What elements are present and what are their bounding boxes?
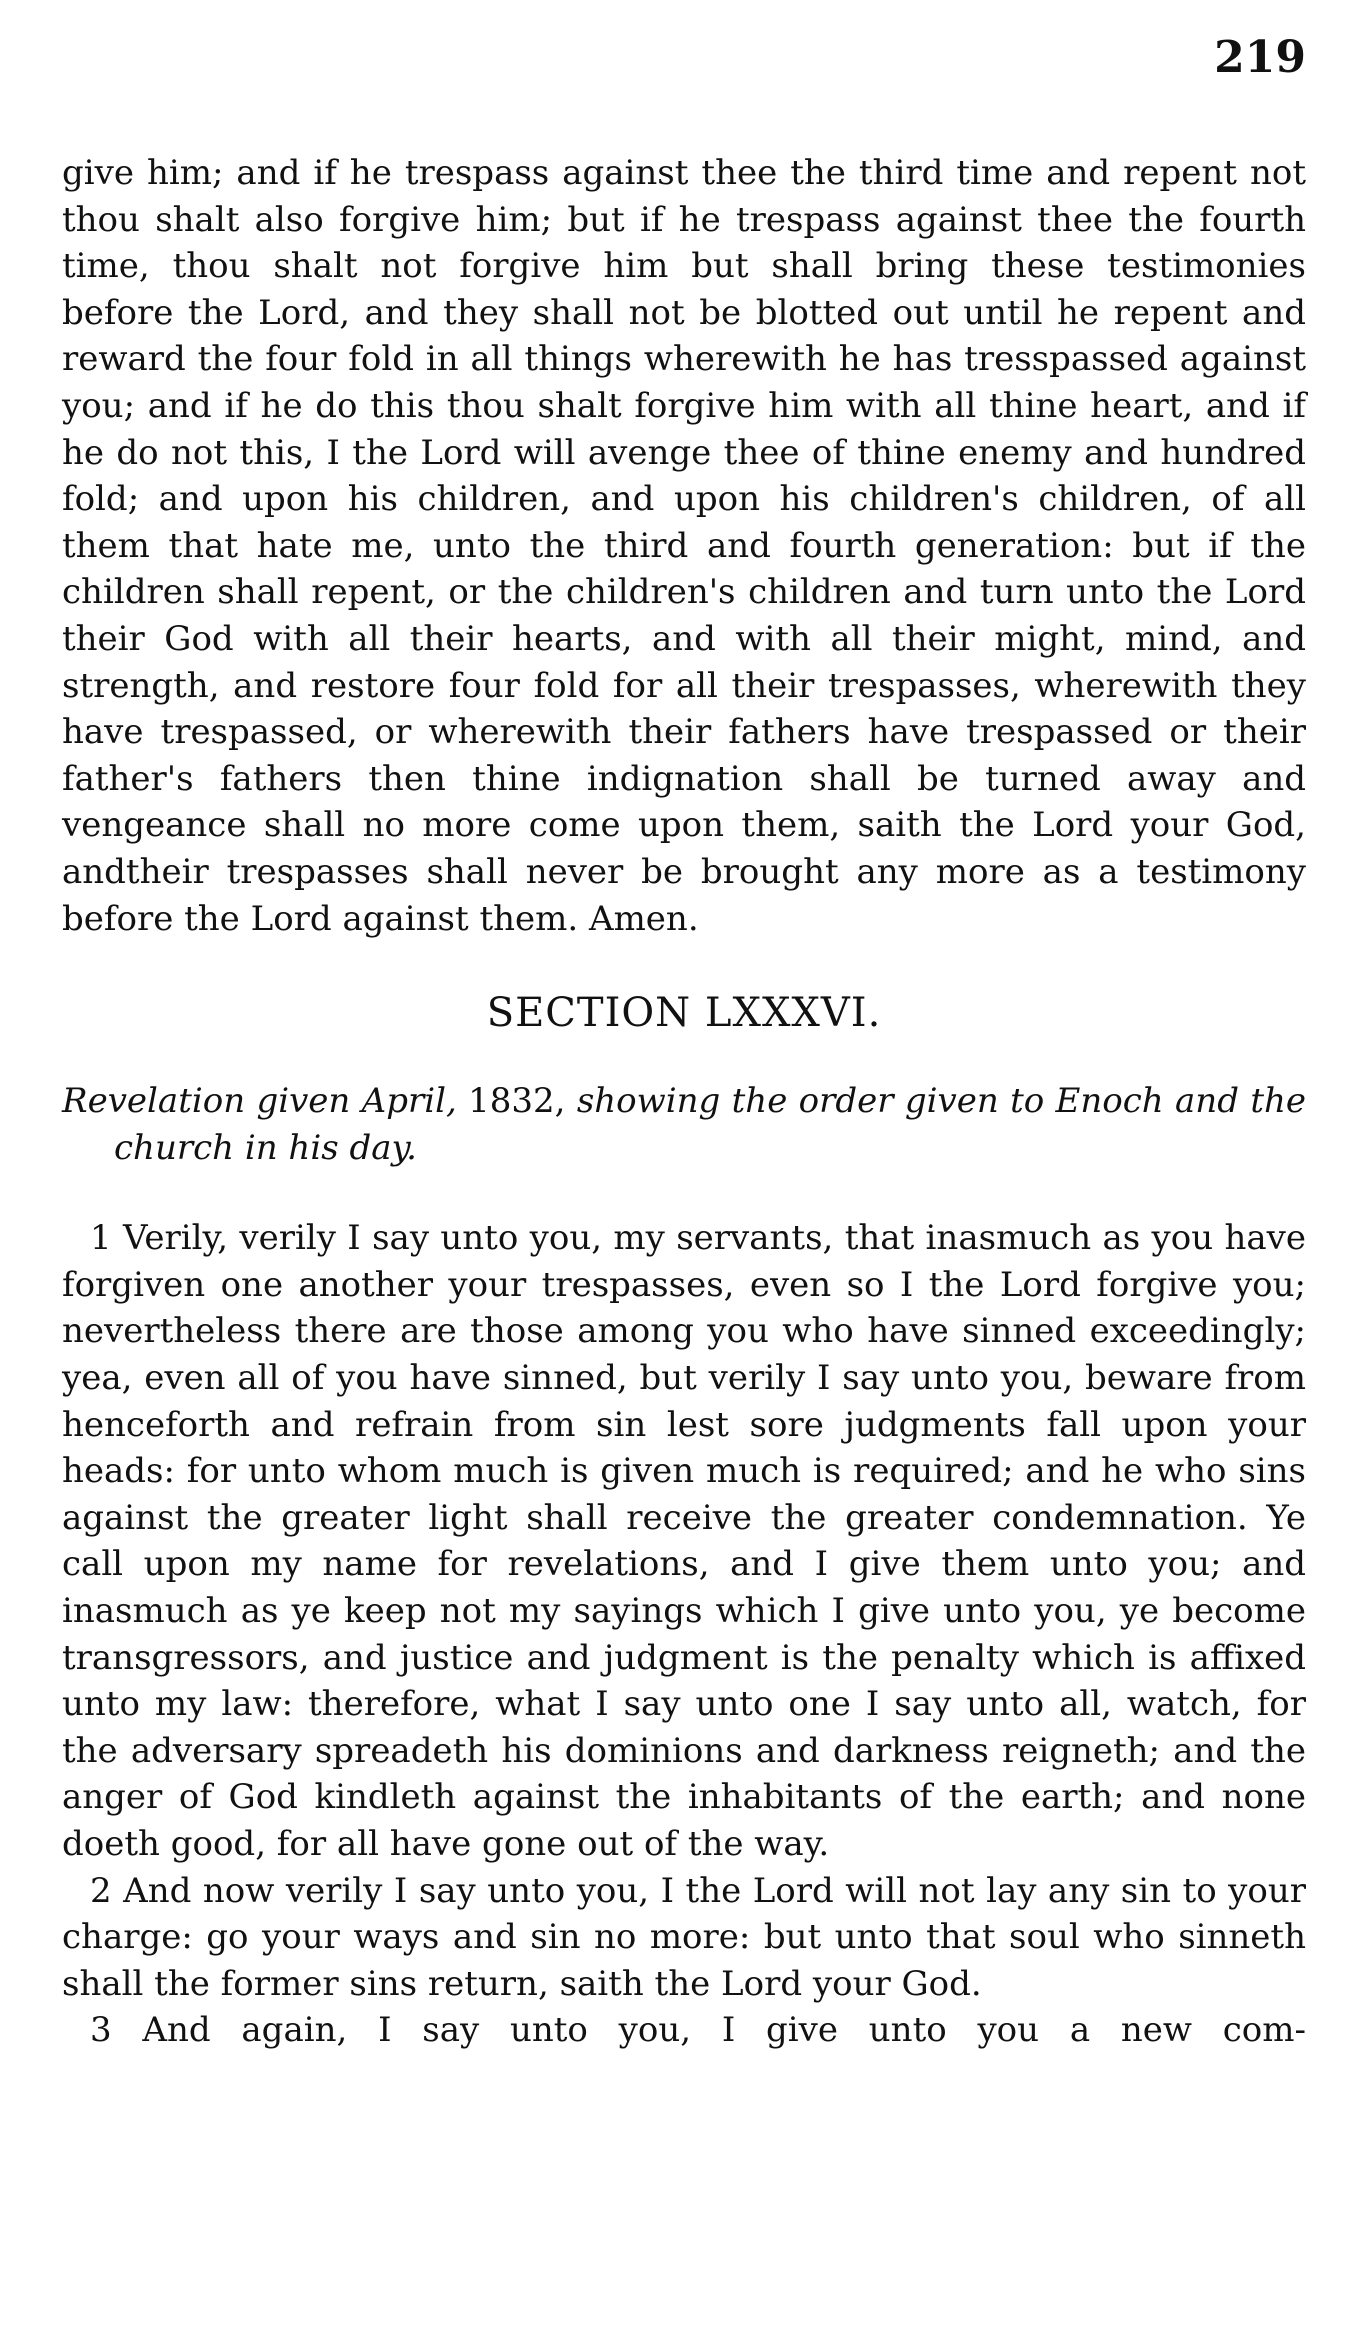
subtitle-year: 1832, bbox=[456, 1081, 577, 1122]
subtitle-part-2: showing the order given to Enoch and the church in his day. bbox=[114, 1081, 1306, 1168]
verse-text: And now verily I say unto you, I the Lord will not lay any sin to your charge: go your ways and sin no more: but unto that soul who sinneth shall the former sins return, saith the Lord your God. bbox=[62, 1870, 1307, 2004]
verse-2 bbox=[62, 1868, 1306, 2008]
verse-1 bbox=[62, 1215, 1306, 1867]
verse-text: Verily, verily I say unto you, my servants, that inasmuch as you have forgiven one another your trespasses, even so I the Lord forgive you; nevertheless there are those among you who have sinned exceedingly; yea, even all of you have sinned, but verily I say unto you, beware from henceforth and refrain from sin lest sore judgments fall upon your heads: for unto whom much is given much is required; and he who sins against the greater light shall receive the greater condemnation. Ye call upon my name for revelations, and I give them unto you; and inasmuch as ye keep not my sayings which I give unto you, ye become transgressors, and justice and judgment is the penalty which is affixed unto my law: therefore, what I say unto one I say unto all, watch, for the adversary spreadeth his dominions and darkness reigneth; and the anger of God kindleth against the inhabitants of the earth; and none doeth good, for all have gone out of the way. bbox=[62, 1218, 1306, 1864]
subtitle-part-1: Revelation given April, bbox=[62, 1081, 457, 1122]
verse-3 bbox=[62, 2007, 1306, 2054]
verse-number: 3 bbox=[90, 2010, 112, 2051]
section-subtitle bbox=[62, 1078, 1306, 1171]
continuation-paragraph: give him; and if he trespass against thee the third time and repent not thou shalt also forgive him; but if he trespass against thee the fourth time, thou shalt not forgive him but shall bring these testimonies before the Lord, and they shall not be blotted out until he repent and reward the four fold in all things wherewith he has tresspassed against you; and if he do this thou shalt forgive him with all thine heart, and if he do not this, I the Lord will avenge thee of thine enemy and hundred fold; and upon his children, and upon his children's children, of all them that hate me, unto the third and fourth generation: but if the children shall repent, or the children's children and turn unto the Lord their God with all their hearts, and with all their might, mind, and strength, and restore four fold for all their trespasses, wherewith they have trespassed, or wherewith their fathers have trespassed or their father's fathers then thine indignation shall be turned away and vengeance shall no more come upon them, saith the Lord your God, andtheir trespasses shall never be brought any more as a testimony before the Lord against them. Amen. bbox=[62, 153, 1306, 939]
section-heading: SECTION LXXXVI. bbox=[486, 990, 882, 1037]
page-number: 219 bbox=[1214, 32, 1306, 83]
verse-number: 2 bbox=[90, 1870, 112, 1911]
verse-text: And again, I say unto you, I give unto you a new com- bbox=[142, 2010, 1306, 2051]
verse-number: 1 bbox=[90, 1218, 112, 1259]
book-page bbox=[62, 30, 1306, 2054]
